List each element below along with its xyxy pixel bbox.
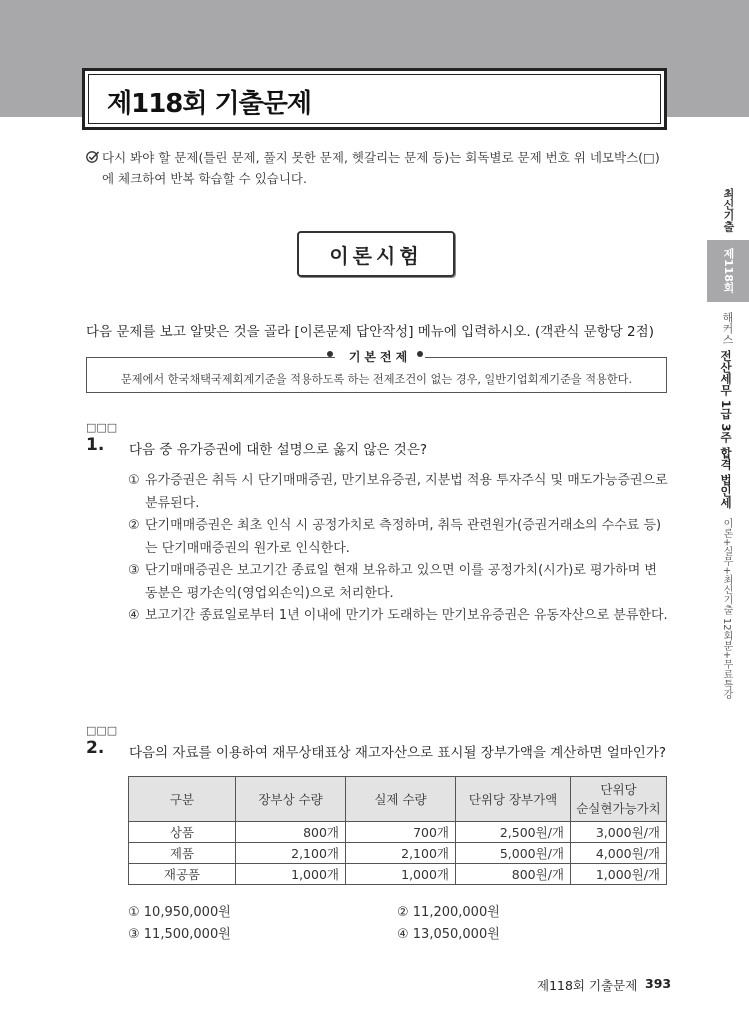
column-header: 장부상 수량: [236, 777, 346, 822]
option-3: ③ 단기매매증권은 보고기간 종료일 현재 보유하고 있으면 이를 공정가치(시가)로 평가하며 변동분은 평가손익(영업외손익)으로 처리한다.: [128, 563, 657, 601]
intro-note: [86, 147, 671, 189]
table-row: 상품 800개 700개 2,500원/개 3,000원/개: [129, 822, 667, 843]
column-header: 구분: [129, 777, 236, 822]
answer-choice-4: ④ 13,050,000원: [397, 927, 500, 942]
intro-text: 다시 봐야 할 문제(틀린 문제, 풀지 못한 문제, 헷갈리는 문제 등)는 회독별로 문제 번호 위 네모박스(□)에 체크하여 반복 학습할 수 있습니다.: [102, 150, 660, 186]
table-row: 제품 2,100개 2,100개 5,000원/개 4,000원/개: [129, 843, 667, 864]
question-stem: 다음 중 유가증권에 대한 설명으로 옳지 않은 것은?: [129, 442, 428, 458]
book-title: 전산세무 1급 3주 합격 법인세: [719, 350, 733, 509]
page-title: 제118회 기출문제: [107, 89, 312, 119]
check-circle-icon: [86, 150, 100, 164]
option-1: ① 유가증권은 취득 시 단기매매증권, 만기보유증권, 지분법 적용 투자주식 및 매도가능증권으로 분류된다.: [128, 473, 668, 511]
book-subtitle: 이론+실무+최신기출 12회분+무료특강: [721, 518, 732, 700]
answer-choice-3: ③ 11,500,000원: [128, 927, 231, 942]
option-2: ② 단기매매증권은 최초 인식 시 공정가치로 측정하며, 취득 관련원가(증권거래소의 수수료 등)는 단기매매증권의 원가로 인식한다.: [128, 518, 662, 556]
sidebar-section-label: 최신기출: [722, 188, 735, 232]
review-checkboxes[interactable]: □□□: [86, 724, 118, 737]
inventory-table: [128, 776, 667, 885]
question-number: 2.: [86, 738, 105, 758]
sidebar-tab-label: 제118회: [722, 248, 735, 293]
answer-choice-1: ① 10,950,000원: [128, 905, 231, 920]
instruction-text: 다음 문제를 보고 알맞은 것을 골라 [이론문제 답안작성] 메뉴에 입력하시오. (객관식 문항당 2점): [86, 324, 654, 340]
premise-label: 기본전제: [335, 348, 425, 365]
column-header: 실제 수량: [346, 777, 456, 822]
column-header: 단위당 순실현가능가치: [571, 777, 667, 822]
page-number: 393: [645, 976, 672, 991]
bullet-dot-icon: [327, 351, 333, 357]
title-box: [82, 68, 667, 130]
q1-options: [128, 470, 668, 628]
review-checkboxes[interactable]: □□□: [86, 421, 118, 434]
premise-text: 문제에서 한국채택국제회계기준을 적용하도록 하는 전제조건이 없는 경우, 일반기업회계기준을 적용한다.: [120, 373, 633, 386]
book-publisher: 해커스: [721, 312, 734, 345]
answer-choice-2: ② 11,200,000원: [397, 905, 500, 920]
bullet-dot-icon: [417, 351, 423, 357]
table-header-row: [129, 777, 667, 822]
column-header: 단위당 장부가액: [456, 777, 571, 822]
question-stem: 다음의 자료를 이용하여 재무상태표상 재고자산으로 표시될 장부가액을 계산하면 얼마인가?: [129, 745, 667, 761]
option-4: ④ 보고기간 종료일로부터 1년 이내에 만기가 도래하는 만기보유증권은 유동자산으로 분류한다.: [128, 608, 668, 623]
table-row: 재공품 1,000개 1,000개 800원/개 1,000원/개: [129, 864, 667, 885]
footer-label: 제118회 기출문제: [537, 978, 638, 993]
section-label: 이론시험: [297, 231, 455, 277]
question-number: 1.: [86, 435, 105, 455]
